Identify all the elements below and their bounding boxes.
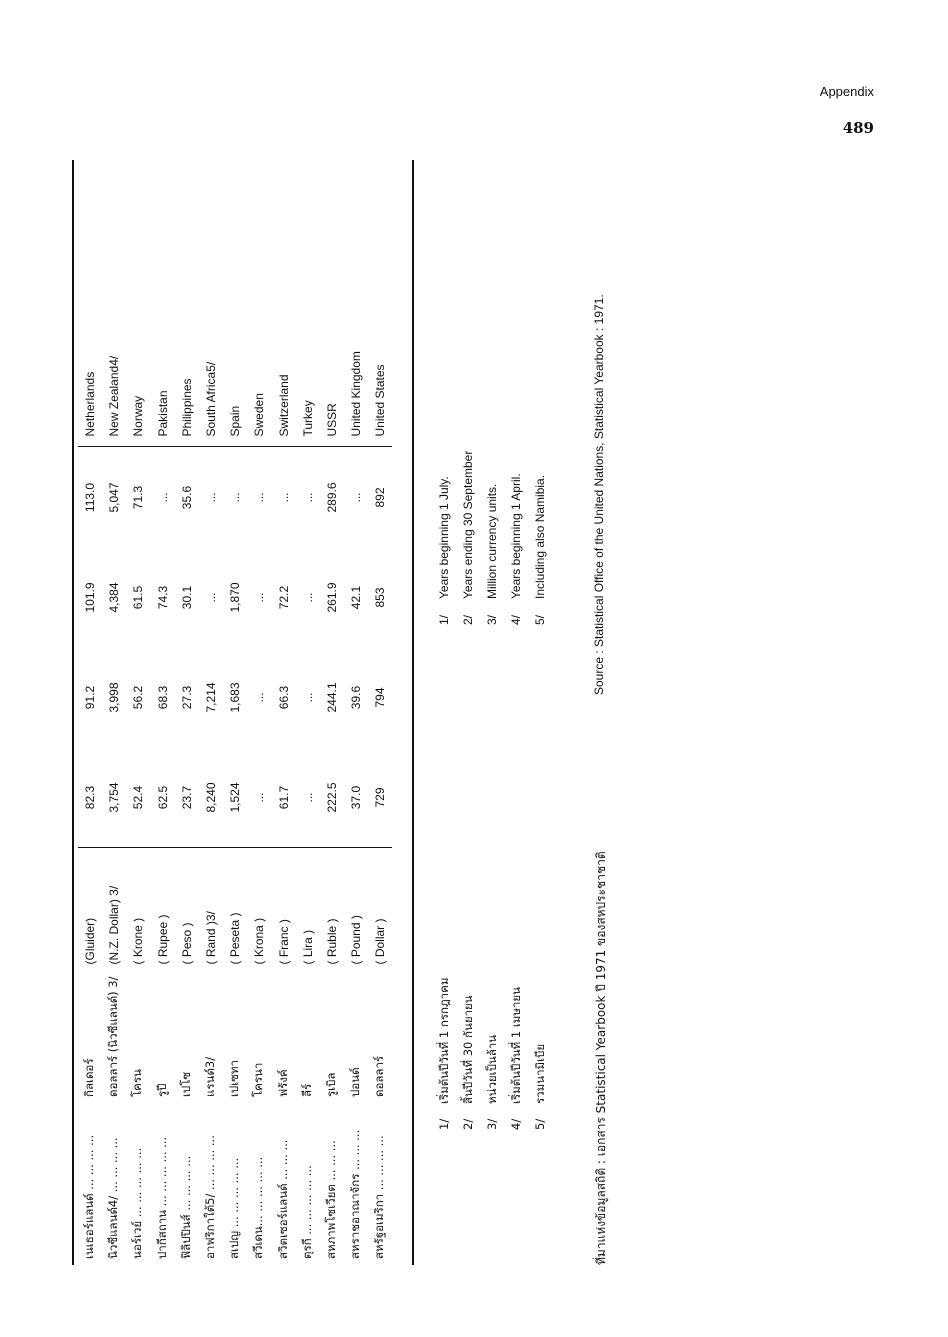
- english-country-name: Pakistan: [151, 160, 175, 447]
- footnote-line: [480, 451, 504, 625]
- value-cell: ...: [252, 592, 267, 603]
- page-number: 489: [842, 119, 874, 137]
- footnote-number: 5/: [533, 1118, 547, 1130]
- value-cell: ...: [155, 492, 170, 503]
- footnote-number: 2/: [461, 1118, 475, 1130]
- footnote-number: 3/: [485, 1118, 499, 1130]
- thai-currency-name: ปอนด์: [348, 1067, 363, 1097]
- value-cell: 892: [373, 487, 388, 508]
- value-cell: 56.2: [131, 685, 146, 710]
- english-country-name: Switzerland: [272, 160, 296, 447]
- footnote-text: Years beginning 1 July.: [437, 476, 451, 599]
- thai-country-name: อาฟริกาใต้5/ ... ... ... ...: [203, 1135, 218, 1259]
- english-currency-name: (Gluider): [83, 917, 98, 965]
- english-country-name: Spain: [223, 160, 247, 447]
- value-cell: 794: [373, 687, 388, 708]
- table-row: [247, 160, 271, 1265]
- footnote-line: [456, 978, 480, 1130]
- thai-currency-name: กิลเดอร์: [82, 1058, 97, 1097]
- table-row: [102, 160, 126, 1265]
- value-cell: 42.1: [349, 585, 364, 610]
- table-row: [78, 160, 102, 1265]
- value-cell: ...: [204, 492, 219, 503]
- value-cell: 1,524: [223, 748, 247, 849]
- table-row: [175, 160, 199, 1265]
- english-currency-name: ( Krone ): [131, 917, 146, 965]
- thai-footnotes: [432, 978, 552, 1130]
- footnote-text: Years ending 30 September: [461, 450, 475, 599]
- value-cell: 8,240: [199, 748, 223, 849]
- value-cell: ...: [204, 592, 219, 603]
- value-cell: 61.5: [131, 585, 146, 610]
- footnote-number: 1/: [437, 1118, 451, 1130]
- value-cell: ...: [276, 492, 291, 503]
- thai-country-name: ฟิลิปปินส์ ... ... ... ...: [178, 1155, 193, 1259]
- footnote-number: 4/: [509, 1118, 523, 1130]
- table-row: [296, 160, 320, 1265]
- english-country-name: Netherlands: [78, 160, 102, 447]
- footnote-line: [432, 978, 456, 1130]
- value-cell: 3,754: [102, 748, 126, 849]
- english-currency-name: ( Peseta ): [228, 912, 243, 965]
- appendix-label: Appendix: [819, 84, 874, 99]
- english-country-name: Philippines: [175, 160, 199, 447]
- value-cell: ...: [247, 748, 271, 849]
- value-cell: 5,047: [107, 482, 122, 513]
- thai-country-name: สหราชอาณาจักร ... ... ...: [348, 1129, 363, 1259]
- english-country-name: Norway: [126, 160, 150, 447]
- table-row: [320, 160, 344, 1265]
- value-cell: 35.6: [179, 485, 194, 510]
- value-cell: 729: [368, 748, 392, 849]
- english-source-line: Source : Statistical Office of the United Nations, Statistical Yearbook : 1971.: [592, 294, 606, 695]
- value-cell: 4,384: [107, 582, 122, 613]
- thai-currency-name: โครนา: [251, 1062, 266, 1097]
- value-cell: ...: [300, 592, 315, 603]
- footnote-line: [456, 451, 480, 625]
- english-currency-name: ( Krona ): [252, 917, 267, 965]
- thai-currency-name: รูปี: [154, 1083, 169, 1097]
- value-cell: 71.3: [131, 485, 146, 510]
- value-cell: 62.5: [151, 748, 175, 849]
- value-cell: 72.2: [276, 585, 291, 610]
- value-cell: 91.2: [83, 685, 98, 710]
- thai-currency-name: ดอลลาร์: [372, 1055, 387, 1097]
- thai-country-name: สหภาพโซเวียต ... ... ...: [323, 1140, 338, 1259]
- thai-country-name: เนเธอร์แลนด์ ... ... ... ...: [82, 1134, 97, 1259]
- value-cell: 68.3: [155, 685, 170, 710]
- thai-currency-name: เปเซทา: [227, 1059, 242, 1097]
- thai-country-name: ตุรกี ... ... ... ... ...: [299, 1165, 314, 1259]
- value-cell: 23.7: [175, 748, 199, 849]
- footnote-line: [504, 451, 528, 625]
- value-cell: 27.3: [179, 685, 194, 710]
- table-row: [223, 160, 247, 1265]
- footnote-text: สิ้นปีวันที่ 30 กันยายน: [461, 995, 475, 1104]
- thai-country-name: นิวซีแลนด์4/ ... ... ... ...: [106, 1137, 121, 1259]
- value-cell: ...: [252, 492, 267, 503]
- english-country-name: Turkey: [296, 160, 320, 447]
- value-cell: ...: [228, 492, 243, 503]
- thai-country-name: ปากีสถาน ... ... ... ... ...: [154, 1136, 169, 1259]
- value-cell: 74.3: [155, 585, 170, 610]
- thai-currency-name: รูเบิล: [323, 1072, 338, 1097]
- value-cell: 289.6: [324, 482, 339, 513]
- value-cell: ...: [349, 492, 364, 503]
- thai-currency-name: แรนด์3/: [203, 1056, 218, 1097]
- english-country-name: Sweden: [247, 160, 271, 447]
- footnote-text: Years beginning 1 April.: [509, 473, 523, 599]
- english-country-name: South Africa5/: [199, 160, 223, 447]
- footnote-number: 1/: [437, 614, 451, 625]
- thai-currency-name: โครน: [130, 1069, 145, 1097]
- english-currency-name: ( Rupee ): [155, 914, 170, 965]
- footnote-line: [504, 978, 528, 1130]
- value-cell: 30.1: [179, 585, 194, 610]
- english-currency-name: ( Dollar ): [373, 918, 388, 965]
- thai-country-name: สวิตเซอร์แลนด์ ... ... ...: [275, 1139, 290, 1259]
- value-cell: ...: [252, 692, 267, 703]
- value-cell: 261.9: [324, 582, 339, 613]
- thai-source-line: ที่มาแห่งข้อมูลสถิติ : เอกสาร Statistical Yearbook ปี 1971 ของสหประชาชาติ: [594, 851, 608, 1265]
- value-cell: 101.9: [83, 582, 98, 613]
- thai-currency-name: ฟรังค์: [275, 1069, 290, 1097]
- thai-currency-name: ดอลลาร์ (นิวซีแลนด์) 3/: [106, 976, 121, 1097]
- table-row: [199, 160, 223, 1265]
- table-top-rule: [72, 160, 74, 1265]
- table-row: [126, 160, 150, 1265]
- english-currency-name: ( Franc ): [276, 919, 291, 965]
- value-cell: 52.4: [126, 748, 150, 849]
- english-currency-name: ( Pound ): [349, 915, 364, 965]
- value-cell: 1,870: [228, 582, 243, 613]
- english-currency-name: ( Lira ): [300, 929, 315, 965]
- value-cell: 82.3: [78, 748, 102, 849]
- english-footnotes: [432, 451, 552, 625]
- thai-country-name: สหรัฐอเมริกา ... ... ... ...: [372, 1135, 387, 1259]
- value-cell: 3,998: [107, 682, 122, 713]
- english-currency-name: ( Rand )3/: [204, 911, 219, 965]
- english-currency-name: ( Ruble ): [324, 918, 339, 965]
- value-cell: 37.0: [344, 748, 368, 849]
- thai-country-name: สวีเดน... ... ... ... ...: [251, 1156, 266, 1259]
- value-cell: 61.7: [272, 748, 296, 849]
- table-row: [368, 160, 392, 1265]
- value-cell: 7,214: [204, 682, 219, 713]
- footnote-text: รวมนามิเบีย: [533, 1043, 547, 1104]
- exchange-data-table: [78, 160, 392, 1265]
- footnote-line: [432, 451, 456, 625]
- english-currency-name: (N.Z. Dollar) 3/: [107, 885, 122, 965]
- english-country-name: New Zealand4/: [102, 160, 126, 447]
- table-bottom-rule: [412, 160, 414, 1265]
- footnote-text: เริ่มต้นปีวันที่ 1 เมษายน: [509, 987, 523, 1104]
- value-cell: 222.5: [320, 748, 344, 849]
- value-cell: 853: [373, 587, 388, 608]
- value-cell: 113.0: [83, 482, 98, 513]
- english-country-name: United Kingdom: [344, 160, 368, 447]
- footnote-line: [480, 978, 504, 1130]
- english-currency-name: ( Peso ): [179, 922, 194, 965]
- footnote-text: เริ่มต้นปีวันที่ 1 กรกฎาคม: [437, 977, 451, 1104]
- footnote-number: 2/: [461, 614, 475, 625]
- rotated-table-page: [72, 160, 892, 1265]
- table-row: [272, 160, 296, 1265]
- value-cell: 1,683: [228, 682, 243, 713]
- footnote-number: 3/: [485, 614, 499, 625]
- english-country-name: USSR: [320, 160, 344, 447]
- footnote-number: 5/: [533, 614, 547, 625]
- thai-currency-name: เปโซ: [178, 1071, 193, 1097]
- thai-currency-name: ลีร์: [299, 1083, 314, 1097]
- footnote-number: 4/: [509, 614, 523, 625]
- thai-country-name: นอร์เวย์ ... ... ... ... ...: [130, 1147, 145, 1259]
- footnote-text: Including also Namibia.: [533, 474, 547, 599]
- value-cell: ...: [300, 692, 315, 703]
- value-cell: 39.6: [349, 685, 364, 710]
- footnote-text: Million currency units.: [485, 483, 499, 599]
- thai-country-name: สเปญ ... ... ... ... ...: [227, 1157, 242, 1259]
- table-row: [151, 160, 175, 1265]
- footnote-line: [528, 978, 552, 1130]
- footnote-line: [528, 451, 552, 625]
- value-cell: ...: [296, 748, 320, 849]
- value-cell: ...: [300, 492, 315, 503]
- english-country-name: United States: [368, 160, 392, 447]
- footnote-text: หน่วยเป็นล้าน: [485, 1034, 499, 1104]
- value-cell: 66.3: [276, 685, 291, 710]
- table-row: [344, 160, 368, 1265]
- value-cell: 244.1: [324, 682, 339, 713]
